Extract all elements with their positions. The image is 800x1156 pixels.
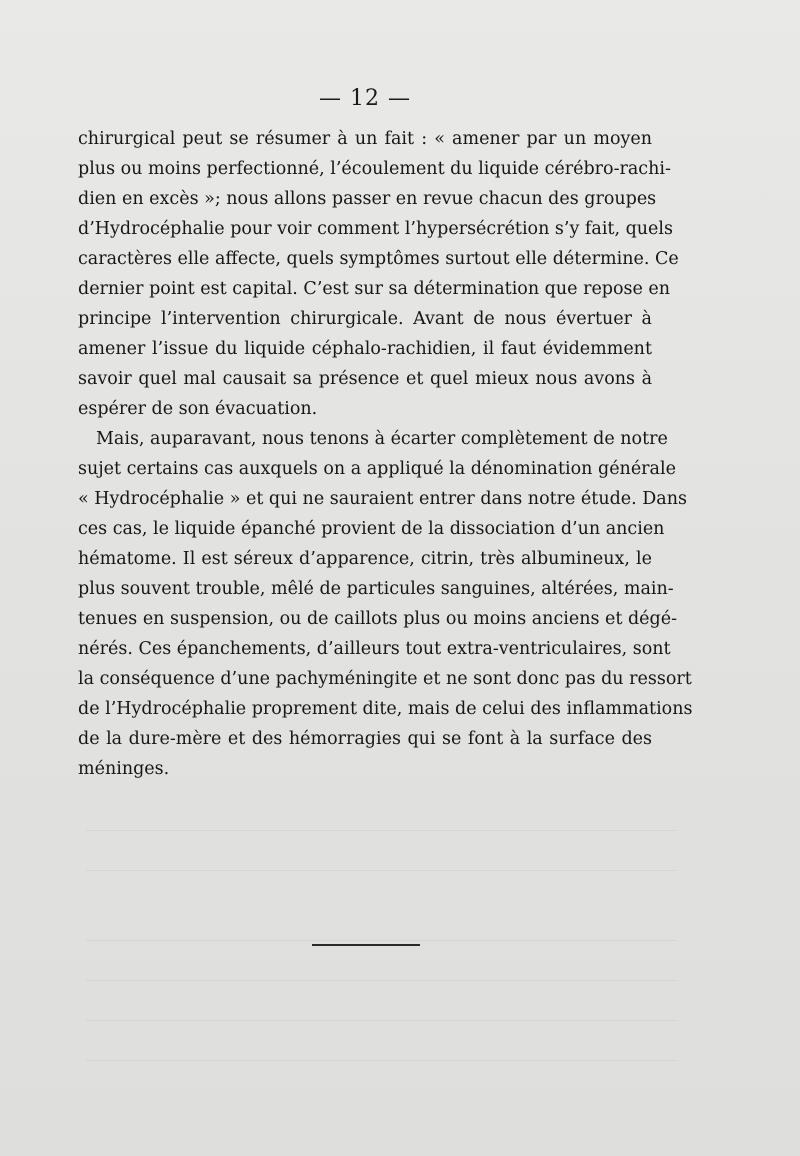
text-line: nérés. Ces épanchements, d’ailleurs tout extra-ventriculaires, sont — [78, 639, 671, 659]
text-line: amener l’issue du liquide céphalo-rachidien, il faut évidemment — [78, 339, 652, 359]
text-line: principe l’intervention chirurgicale. Avant de nous évertuer à — [78, 309, 652, 329]
bleed-through-line — [86, 870, 676, 871]
bleed-through-line — [86, 1060, 676, 1061]
bleed-through-line — [86, 980, 676, 981]
text-line: dernier point est capital. C’est sur sa détermination que repose en — [78, 279, 671, 299]
text-line: hématome. Il est séreux d’apparence, citrin, très albumineux, le — [78, 549, 652, 569]
body-text — [78, 124, 693, 784]
text-line: plus ou moins perfectionné, l’écoulement du liquide cérébro-rachi- — [78, 159, 671, 179]
text-line: savoir quel mal causait sa présence et quel mieux nous avons à — [78, 369, 652, 389]
text-line: ces cas, le liquide épanché provient de la dissociation d’un ancien — [78, 519, 665, 539]
text-line: dien en excès »; nous allons passer en revue chacun des groupes — [78, 189, 657, 209]
text-line: plus souvent trouble, mêlé de particules sanguines, altérées, main- — [78, 579, 674, 599]
bleed-through-line — [86, 830, 676, 831]
text-line: « Hydrocéphalie » et qui ne sauraient entrer dans notre étude. Dans — [78, 489, 687, 509]
text-line: la conséquence d’une pachyméningite et ne sont donc pas du ressort — [78, 669, 692, 689]
text-line: chirurgical peut se résumer à un fait : « amener par un moyen — [78, 129, 652, 149]
page-number: — 12 — — [319, 86, 411, 111]
section-divider — [312, 944, 420, 946]
text-line: d’Hydrocéphalie pour voir comment l’hypersécrétion s’y fait, quels — [78, 219, 673, 239]
text-line: tenues en suspension, ou de caillots plus ou moins anciens et dégé- — [78, 609, 677, 629]
bleed-through-line — [86, 940, 676, 941]
text-line: sujet certains cas auxquels on a appliqué la dénomination générale — [78, 459, 676, 479]
text-line: de l’Hydrocéphalie proprement dite, mais de celui des inflammations — [78, 699, 693, 719]
text-line: espérer de son évacuation. — [78, 399, 318, 419]
text-line: de la dure-mère et des hémorragies qui se font à la surface des — [78, 729, 652, 749]
bleed-through-line — [86, 1020, 676, 1021]
text-line: méninges. — [78, 759, 170, 779]
text-line: Mais, auparavant, nous tenons à écarter complètement de notre — [96, 429, 668, 449]
text-line: caractères elle affecte, quels symptômes surtout elle détermine. Ce — [78, 249, 679, 269]
